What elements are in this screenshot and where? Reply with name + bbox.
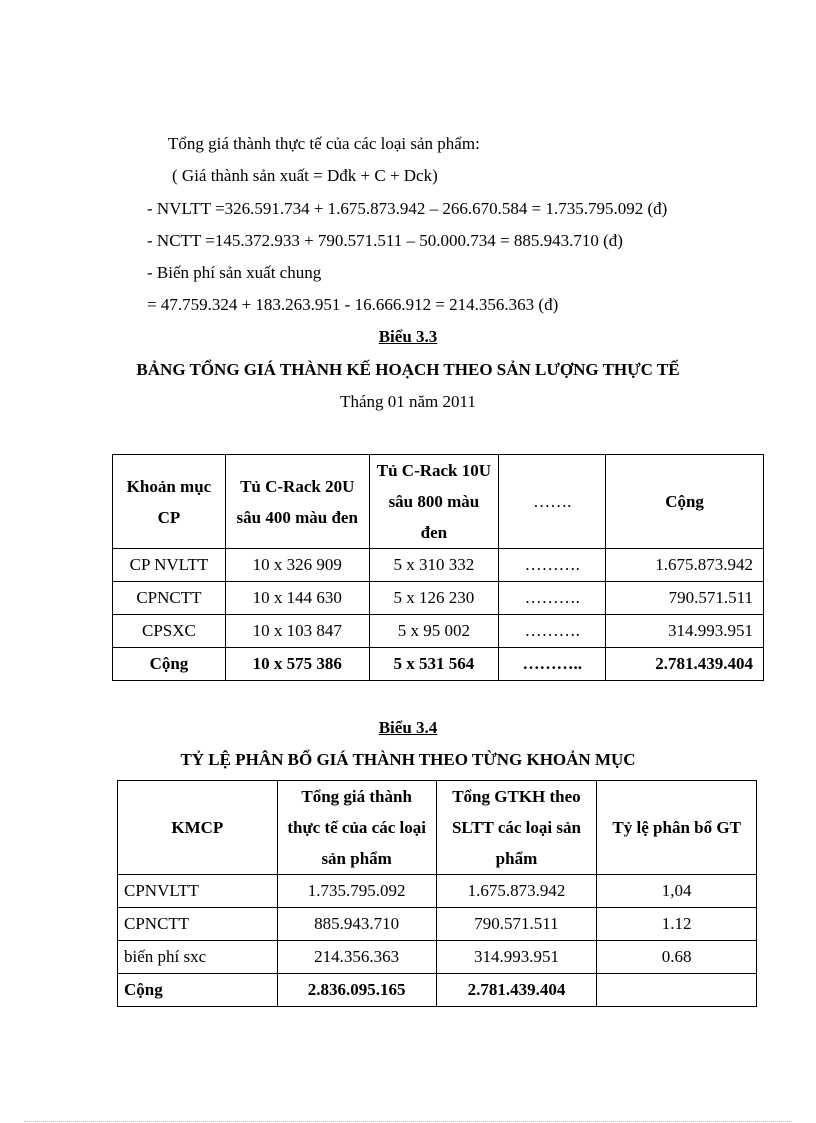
table-row xyxy=(113,582,764,615)
formula-line: ( Giá thành sản xuất = Dđk + C + Dck) xyxy=(172,166,438,185)
cell: 2.836.095.165 xyxy=(277,974,436,1007)
cell: 10 x 326 909 xyxy=(225,549,369,582)
nvltt-line: - NVLTT =326.591.734 + 1.675.873.942 – 266.670.584 = 1.735.795.092 (đ) xyxy=(147,199,668,218)
header-cell: Tủ C-Rack 10U sâu 800 màu đen xyxy=(369,455,499,549)
bienphi-calc-line: = 47.759.324 + 183.263.951 - 16.666.912 = 214.356.363 (đ) xyxy=(147,295,559,314)
header-cell: Tổng GTKH theo SLTT các loại sản phẩm xyxy=(436,781,597,875)
table1-label: Biểu 3.3 xyxy=(378,327,438,346)
bienphi-line: - Biến phí sản xuất chung xyxy=(147,263,322,282)
table-header-row xyxy=(118,781,757,875)
header-cell: Tổng giá thành thực tế của các loại sản phẩm xyxy=(277,781,436,875)
cell: biến phí sxc xyxy=(118,941,278,974)
table-total-row xyxy=(118,974,757,1007)
table-row xyxy=(118,908,757,941)
cell: 314.993.951 xyxy=(436,941,597,974)
cell: 2.781.439.404 xyxy=(436,974,597,1007)
cell: 5 x 126 230 xyxy=(369,582,499,615)
table2-label: Biểu 3.4 xyxy=(378,718,438,737)
cell: 1,04 xyxy=(597,875,757,908)
cell: 10 x 575 386 xyxy=(225,648,369,681)
table1-title: BẢNG TỔNG GIÁ THÀNH KẾ HOẠCH THEO SẢN LƯỢNG THỰC TẾ xyxy=(136,360,680,379)
cell: 790.571.511 xyxy=(436,908,597,941)
planned-cost-table xyxy=(112,454,764,681)
allocation-ratio-table xyxy=(117,780,757,1007)
header-cell: Tỷ lệ phân bổ GT xyxy=(597,781,757,875)
cell: 885.943.710 xyxy=(277,908,436,941)
cell: 1.12 xyxy=(597,908,757,941)
table-header-row xyxy=(113,455,764,549)
cell: 5 x 531 564 xyxy=(369,648,499,681)
cell: 1.735.795.092 xyxy=(277,875,436,908)
cell: ……….. xyxy=(499,648,606,681)
cell: CPNCTT xyxy=(118,908,278,941)
table2-title: TỶ LỆ PHÂN BỔ GIÁ THÀNH THEO TỪNG KHOẢN MỤC xyxy=(180,750,636,769)
nctt-line: - NCTT =145.372.933 + 790.571.511 – 50.000.734 = 885.943.710 (đ) xyxy=(147,231,623,250)
cell: ………. xyxy=(499,549,606,582)
cell: Cộng xyxy=(118,974,278,1007)
cell: 5 x 95 002 xyxy=(369,615,499,648)
cell: CPNCTT xyxy=(113,582,226,615)
cell: CPNVLTT xyxy=(118,875,278,908)
intro-line: Tổng giá thành thực tế của các loại sản phẩm: xyxy=(168,134,480,153)
cell: 10 x 144 630 xyxy=(225,582,369,615)
cell: 10 x 103 847 xyxy=(225,615,369,648)
cell: ………. xyxy=(499,582,606,615)
cell: 314.993.951 xyxy=(606,615,764,648)
table-row xyxy=(118,875,757,908)
cell: ………. xyxy=(499,615,606,648)
cell: 2.781.439.404 xyxy=(606,648,764,681)
header-cell: Tủ C-Rack 20U sâu 400 màu đen xyxy=(225,455,369,549)
table-total-row xyxy=(113,648,764,681)
header-cell: Cộng xyxy=(606,455,764,549)
table-row xyxy=(113,549,764,582)
cell: 214.356.363 xyxy=(277,941,436,974)
cell: 5 x 310 332 xyxy=(369,549,499,582)
cell: Cộng xyxy=(113,648,226,681)
cell: CP NVLTT xyxy=(113,549,226,582)
cell xyxy=(597,974,757,1007)
cell: 790.571.511 xyxy=(606,582,764,615)
cell: 1.675.873.942 xyxy=(436,875,597,908)
cell: CPSXC xyxy=(113,615,226,648)
header-cell: Khoản mục CP xyxy=(113,455,226,549)
cell: 1.675.873.942 xyxy=(606,549,764,582)
page-bottom-divider xyxy=(24,1121,792,1122)
table-row xyxy=(118,941,757,974)
header-cell: KMCP xyxy=(118,781,278,875)
cell: 0.68 xyxy=(597,941,757,974)
table1-subtitle: Tháng 01 năm 2011 xyxy=(340,392,476,411)
table-row xyxy=(113,615,764,648)
header-cell: ……. xyxy=(499,455,606,549)
